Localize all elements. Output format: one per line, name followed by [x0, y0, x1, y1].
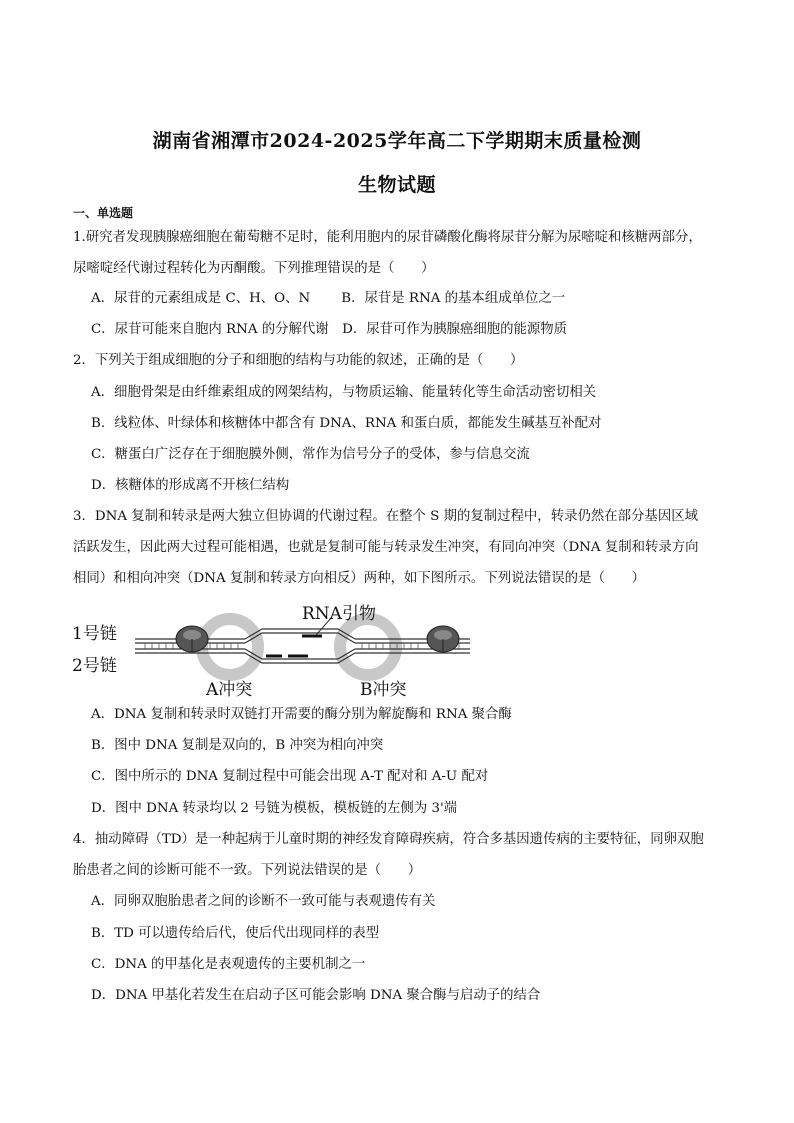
q4-option-a: A．同卵双胞胎患者之间的诊断不一致可能与表观遗传有关: [91, 894, 436, 909]
q4-stem-line-1: 4．抽动障碍（TD）是一种起病于儿童时期的神经发育障碍疾病，符合多基因遗传病的主要特征，同卵双胞: [73, 832, 704, 847]
q4-option-d: D．DNA 甲基化若发生在启动子区可能会影响 DNA 聚合酶与启动子的结合: [91, 988, 541, 1003]
q3-stem-line-1: 3．DNA 复制和转录是两大独立但协调的代谢过程。在整个 S 期的复制过程中，转录仍然在部分基因区域: [73, 509, 698, 524]
conflict-a-label: A冲突: [206, 680, 253, 700]
q3-option-d: D．图中 DNA 转录均以 2 号链为模板，模板链的左侧为 3'端: [91, 801, 458, 816]
q3-stem-line-2: 活跃发生，因此两大过程可能相遇，也就是复制可能与转录发生冲突，有同向冲突（DNA 复制和转录方向: [73, 540, 699, 555]
q3-option-a: A．DNA 复制和转录时双链打开需要的酶分别为解旋酶和 RNA 聚合酶: [91, 707, 512, 722]
q2-option-a: A．细胞骨架是由纤维素组成的网架结构，与物质运输、能量转化等生命活动密切相关: [91, 385, 597, 400]
strand-1-label: 1号链: [72, 624, 117, 644]
q2-option-c: C．糖蛋白广泛存在于细胞膜外侧，常作为信号分子的受体，参与信息交流: [91, 447, 530, 462]
rna-polymerase-right-icon: [427, 626, 459, 652]
q3-option-b: B．图中 DNA 复制是双向的，B 冲突为相向冲突: [91, 738, 384, 753]
dna-diagram: [70, 595, 490, 700]
exam-title: 湖南省湘潭市2024-2025学年高二下学期期末质量检测: [152, 130, 642, 152]
q2-option-b: B．线粒体、叶绿体和核糖体中都含有 DNA、RNA 和蛋白质，都能发生碱基互补配对: [91, 416, 602, 431]
q2-option-d: D．核糖体的形成离不开核仁结构: [91, 478, 290, 493]
q1-options-row-1: A．尿苷的元素组成是 C、H、O、N B．尿苷是 RNA 的基本组成单位之一: [91, 291, 566, 306]
conflict-b-ring: [340, 619, 396, 675]
q4-stem-line-2: 胎患者之间的诊断可能不一致。下列说法错误的是（ ）: [73, 863, 422, 878]
rna-polymerase-left-icon: [176, 626, 208, 652]
q4-option-c: C．DNA 的甲基化是表观遗传的主要机制之一: [91, 957, 366, 972]
q1-stem-line-2: 尿嘧啶经代谢过程转化为丙酮酸。下列推理错误的是（ ）: [73, 261, 435, 276]
nascent-strands: [266, 636, 322, 656]
q4-option-b: B．TD 可以遗传给后代，使后代出现同样的表型: [91, 926, 380, 941]
q1-options-row-2: C．尿苷可能来自胞内 RNA 的分解代谢 D．尿苷可作为胰腺癌细胞的能源物质: [91, 322, 568, 337]
strand-2-label: 2号链: [72, 656, 117, 676]
q3-option-c: C．图中所示的 DNA 复制过程中可能会出现 A-T 配对和 A-U 配对: [91, 769, 489, 784]
q1-stem-line-1: 1.研究者发现胰腺癌细胞在葡萄糖不足时，能利用胞内的尿苷磷酸化酶将尿苷分解为尿嘧啶和核糖两部分，: [73, 230, 702, 245]
q2-stem-line-1: 2．下列关于组成细胞的分子和细胞的结构与功能的叙述，正确的是（ ）: [73, 353, 524, 368]
q3-stem-line-3: 相同）和相向冲突（DNA 复制和转录方向相反）两种，如下图所示。下列说法错误的是（ ）: [73, 571, 646, 586]
rna-primer-label: RNA引物: [302, 604, 376, 624]
exam-subtitle: 生物试题: [357, 174, 436, 196]
section-heading: 一、单选题: [73, 206, 134, 220]
conflict-b-label: B冲突: [360, 680, 407, 700]
dna-conflict-figure: [70, 595, 490, 700]
